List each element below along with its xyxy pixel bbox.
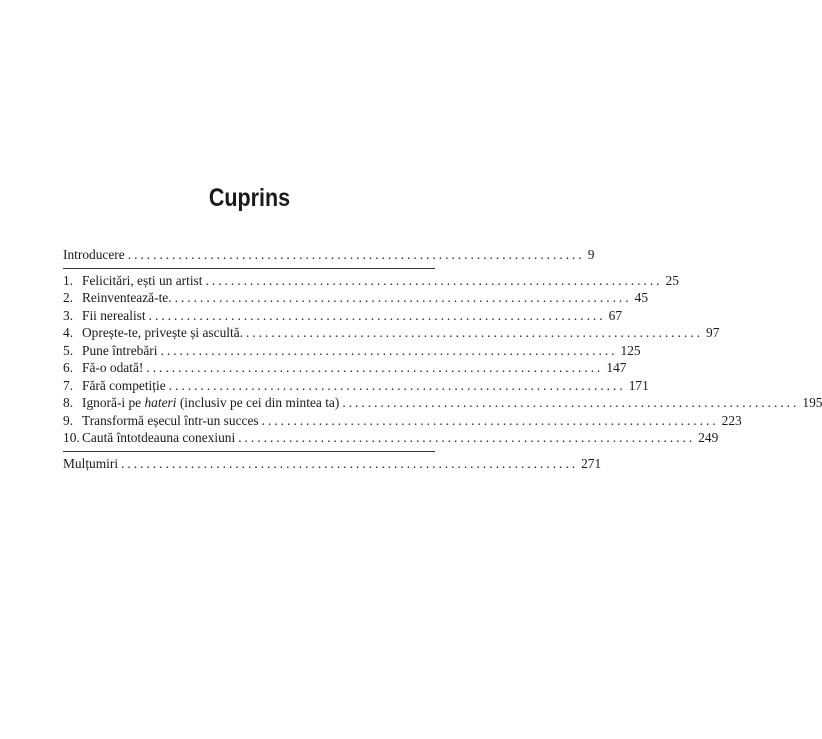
toc-entry-page: 9 bbox=[587, 247, 595, 262]
toc-entry-page: 25 bbox=[665, 272, 679, 288]
toc-entry-chapter-8[interactable] bbox=[63, 394, 822, 412]
chapter-number: 6. bbox=[63, 360, 74, 375]
toc-entry-page: 271 bbox=[581, 455, 602, 471]
leader-dots: ........................................................................ bbox=[261, 412, 719, 428]
leader-dots: ........................................................................ bbox=[148, 307, 606, 323]
chapter-number: 1. bbox=[63, 272, 74, 288]
toc-entry-title: Fără competiție bbox=[82, 377, 166, 393]
toc-entry-title: Pune întrebări bbox=[82, 342, 158, 358]
toc-entry-chapter-9[interactable] bbox=[63, 412, 742, 430]
toc-entry-page: 67 bbox=[608, 307, 623, 323]
chapter-number: 4. bbox=[63, 325, 74, 340]
chapter-number: 8. bbox=[63, 395, 74, 410]
toc-entry-page: 97 bbox=[706, 325, 720, 340]
toc-entry-page: 147 bbox=[606, 360, 627, 375]
toc-entry-title: Fă-o odată! bbox=[82, 360, 144, 375]
toc-entry-chapter-7[interactable] bbox=[63, 377, 649, 395]
leader-dots: ........................................................................ bbox=[342, 395, 800, 410]
chapter-number: 9. bbox=[63, 412, 74, 428]
leader-dots: ........................................................................ bbox=[160, 342, 618, 358]
toc-entry-title bbox=[82, 394, 339, 412]
toc-entry-title: Introducere bbox=[63, 247, 125, 262]
leader-dots: ........................................................................ bbox=[168, 377, 626, 393]
title-part: (inclusiv pe cei din mintea ta) bbox=[176, 395, 340, 410]
toc-entry-title: Felicitări, ești un artist bbox=[82, 272, 203, 288]
toc-entry-title: Caută întotdeauna conexiuni bbox=[82, 430, 236, 445]
chapter-number: 2. bbox=[63, 290, 74, 305]
toc-entry-title: Fii nerealist bbox=[82, 307, 146, 323]
leader-dots: ........................................................................ bbox=[246, 325, 704, 340]
toc-entry-chapter-6[interactable] bbox=[63, 359, 627, 377]
toc-entry-title: Oprește-te, privește și ascultă. bbox=[82, 325, 244, 340]
divider bbox=[63, 268, 435, 269]
toc-entry-title: Reinventează-te. bbox=[82, 290, 172, 305]
toc-entry-title: Transformă eșecul într-un succes bbox=[82, 412, 259, 428]
leader-dots: ........................................................................ bbox=[121, 455, 579, 471]
toc-entry-page: 249 bbox=[698, 430, 719, 445]
toc-entry-title: Mulțumiri bbox=[63, 455, 119, 471]
leader-dots: ........................................................................ bbox=[174, 290, 632, 305]
toc-entry-page: 223 bbox=[721, 412, 742, 428]
toc-entry-chapter-10[interactable] bbox=[63, 429, 719, 447]
leader-dots: ........................................................................ bbox=[127, 247, 585, 262]
chapter-number: 5. bbox=[63, 342, 74, 358]
toc-entry-chapter-3[interactable] bbox=[63, 307, 623, 325]
chapter-number: 3. bbox=[63, 307, 74, 323]
toc-entry-chapter-2[interactable] bbox=[63, 289, 649, 307]
toc-entry-page: 171 bbox=[628, 377, 649, 393]
title-italic-part: hateri bbox=[144, 395, 177, 410]
title-part: Ignoră-i pe bbox=[82, 395, 145, 410]
toc-entry-chapter-5[interactable] bbox=[63, 342, 641, 360]
toc-entry-chapter-1[interactable] bbox=[63, 272, 679, 290]
toc-entry-chapter-4[interactable] bbox=[63, 324, 720, 342]
leader-dots: ........................................................................ bbox=[146, 360, 604, 375]
chapter-number: 7. bbox=[63, 377, 74, 393]
toc-entry-introduction[interactable] bbox=[63, 246, 595, 264]
toc-entry-page: 125 bbox=[620, 342, 641, 358]
leader-dots: ........................................................................ bbox=[238, 430, 696, 445]
toc-entry-page: 195 bbox=[802, 395, 822, 410]
table-of-contents bbox=[63, 246, 822, 472]
page-title: Cuprins bbox=[208, 184, 291, 212]
toc-entry-acknowledgements[interactable] bbox=[63, 455, 602, 473]
leader-dots: ........................................................................ bbox=[205, 272, 663, 288]
toc-entry-page: 45 bbox=[634, 290, 649, 305]
chapter-number: 10. bbox=[63, 430, 80, 445]
divider bbox=[63, 451, 435, 452]
